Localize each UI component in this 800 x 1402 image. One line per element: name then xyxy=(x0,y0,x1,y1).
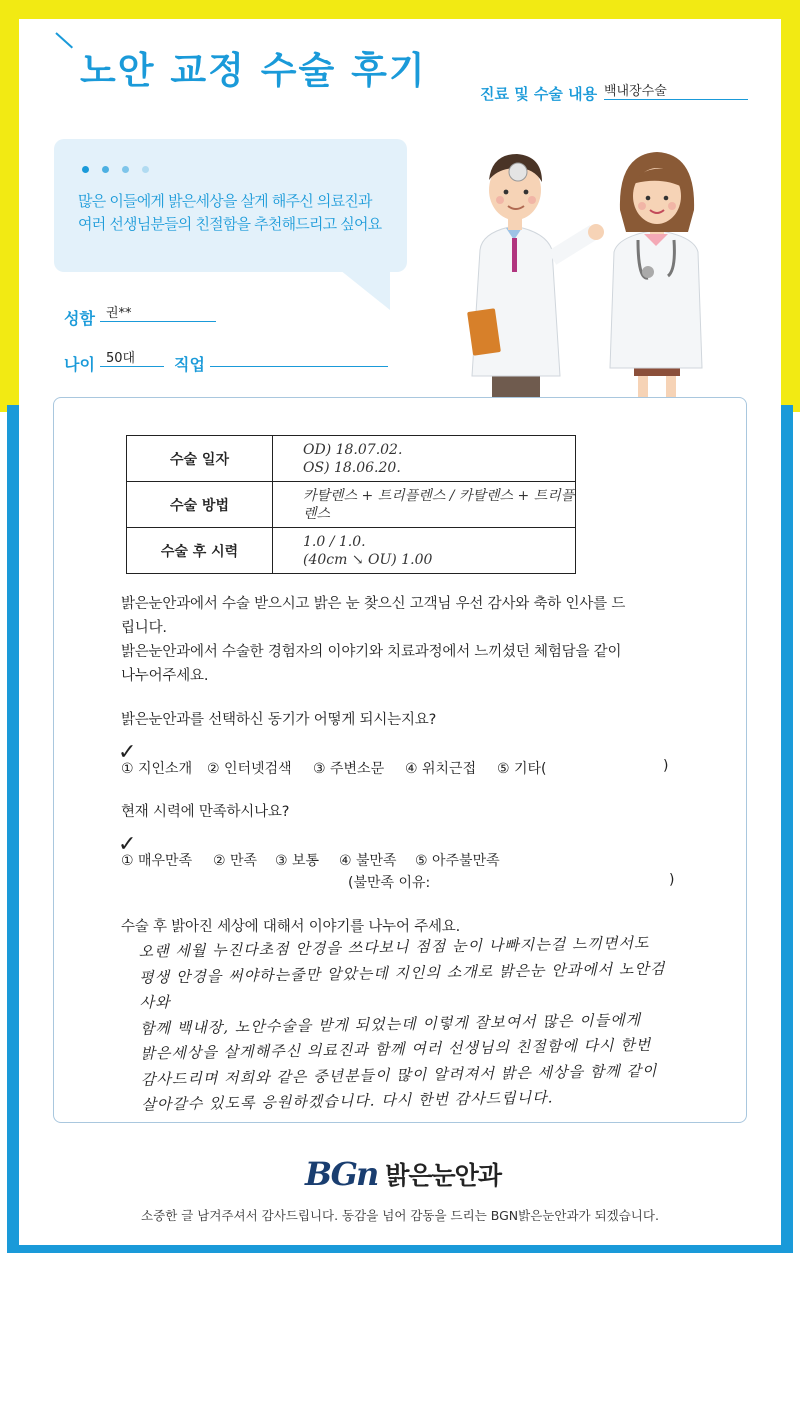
check-mark-icon: ✓ xyxy=(118,832,137,857)
review-line: 밝은세상을 살게해주신 의료진과 함께 여러 선생님의 친절함에 다시 한번 xyxy=(140,1035,652,1063)
satisfaction-options xyxy=(121,850,676,870)
bubble-line-1: 많은 이들에게 밝은세상을 살게 해주신 의료진과 xyxy=(78,192,372,210)
page-title: 노안 교정 수술 후기 xyxy=(80,49,427,92)
bubble-dots xyxy=(82,166,149,173)
intro-text xyxy=(121,592,625,688)
female-doctor-figure xyxy=(610,152,702,398)
surgery-date-od: OD) 18.07.02. xyxy=(303,441,403,458)
table-row xyxy=(127,528,576,574)
surgery-method-value xyxy=(273,482,576,528)
post-vision-far: 1.0 / 1.0. xyxy=(303,533,366,550)
post-vision-near: (40cm ↘ OU) 1.00 xyxy=(303,551,433,568)
post-vision-label: 수술 후 시력 xyxy=(127,528,273,574)
option-internet: ② 인터넷검색 xyxy=(207,761,292,777)
logo-name: 밝은눈안과 xyxy=(385,1161,501,1190)
option-other: ⑤ 기타( xyxy=(497,761,547,777)
question-satisfaction: 현재 시력에 만족하시나요? xyxy=(121,804,290,820)
doctors-illustration xyxy=(462,140,712,400)
age-label: 나이 xyxy=(64,355,95,374)
male-doctor-figure xyxy=(467,154,604,400)
option-acquaintance: ① 지인소개 xyxy=(121,761,193,777)
reason-close: ) xyxy=(669,872,675,888)
option-very-dissatisfied: ⑤ 아주불만족 xyxy=(415,853,500,869)
option-satisfied: ② 만족 xyxy=(213,853,258,869)
review-line: 평생 안경을 써야하는줄만 알았는데 지인의 소개로 밝은눈 안과에서 노안검사와 xyxy=(138,958,666,1012)
surgery-date-value xyxy=(273,436,576,482)
surgery-date-label: 수술 일자 xyxy=(127,436,273,482)
post-vision-value xyxy=(273,528,576,574)
dissatisfaction-reason: (불만족 이유: xyxy=(348,875,431,891)
review-line: 살아갈수 있도록 응원하겠습니다. 다시 한번 감사드립니다. xyxy=(141,1088,554,1114)
treatment-label: 진료 및 수술 내용 xyxy=(480,85,598,103)
bubble-line-2: 여러 선생님분들의 친절함을 추천해드리고 싶어요 xyxy=(78,215,382,233)
motivation-options xyxy=(121,758,676,778)
clinic-logo xyxy=(305,1155,501,1193)
question-story: 수술 후 밝아진 세상에 대해서 이야기를 나누어 주세요. xyxy=(121,919,461,935)
speech-bubble-tail xyxy=(340,270,390,310)
name-value: 권** xyxy=(100,302,216,322)
bubble-text xyxy=(78,190,408,236)
footer-text: 소중한 글 남겨주셔서 감사드립니다. 동감을 넘어 감동을 드리는 BGN밝은눈안과가 되겠습니다. xyxy=(141,1208,659,1223)
option-other-close: ) xyxy=(663,758,669,774)
intro-line-2: 립니다. xyxy=(121,620,167,636)
intro-line-1: 밝은눈안과에서 수술 받으시고 밝은 눈 찾으신 고객님 우선 감사와 축하 인사를 드 xyxy=(121,596,626,612)
intro-line-4: 나누어주세요. xyxy=(121,668,209,684)
table-row xyxy=(127,436,576,482)
option-normal: ③ 보통 xyxy=(275,853,320,869)
surgery-info-table xyxy=(126,435,576,574)
option-dissatisfied: ④ 불만족 xyxy=(339,853,397,869)
dissatisfaction-reason-row xyxy=(121,872,676,892)
question-motivation: 밝은눈안과를 선택하신 동기가 어떻게 되시는지요? xyxy=(121,712,437,728)
check-mark-icon: ✓ xyxy=(118,740,137,765)
treatment-value: 백내장수술 xyxy=(604,80,748,100)
review-line: 오랜 세월 누진다초점 안경을 쓰다보니 점점 눈이 나빠지는걸 느끼면서도 xyxy=(138,933,650,961)
job-label: 직업 xyxy=(174,355,205,374)
age-value: 50대 xyxy=(100,347,164,367)
job-value xyxy=(210,347,388,367)
table-row xyxy=(127,482,576,528)
intro-line-3: 밝은눈안과에서 수술한 경험자의 이야기와 치료과정에서 느끼셨던 체험담을 같이 xyxy=(121,644,622,660)
surgery-date-os: OS) 18.06.20. xyxy=(303,459,401,476)
review-line: 함께 백내장, 노안수술을 받게 되었는데 이렇게 잘보여서 많은 이들에게 xyxy=(139,1010,642,1038)
option-rumor: ③ 주변소문 xyxy=(313,761,385,777)
option-very-satisfied: ① 매우만족 xyxy=(121,853,193,869)
handwritten-review xyxy=(138,930,671,1118)
surgery-method-label: 수술 방법 xyxy=(127,482,273,528)
option-location: ④ 위치근접 xyxy=(405,761,477,777)
surgery-method-text: 카탈렌스 + 트리플렌스 / 카탈렌스 + 트리플렌스 xyxy=(303,487,575,522)
review-line: 감사드리며 저희와 같은 중년분들이 많이 알려져서 밝은 세상을 함께 같이 xyxy=(140,1061,658,1089)
logo-mark: BGn xyxy=(305,1155,378,1193)
name-label: 성함 xyxy=(64,309,95,328)
